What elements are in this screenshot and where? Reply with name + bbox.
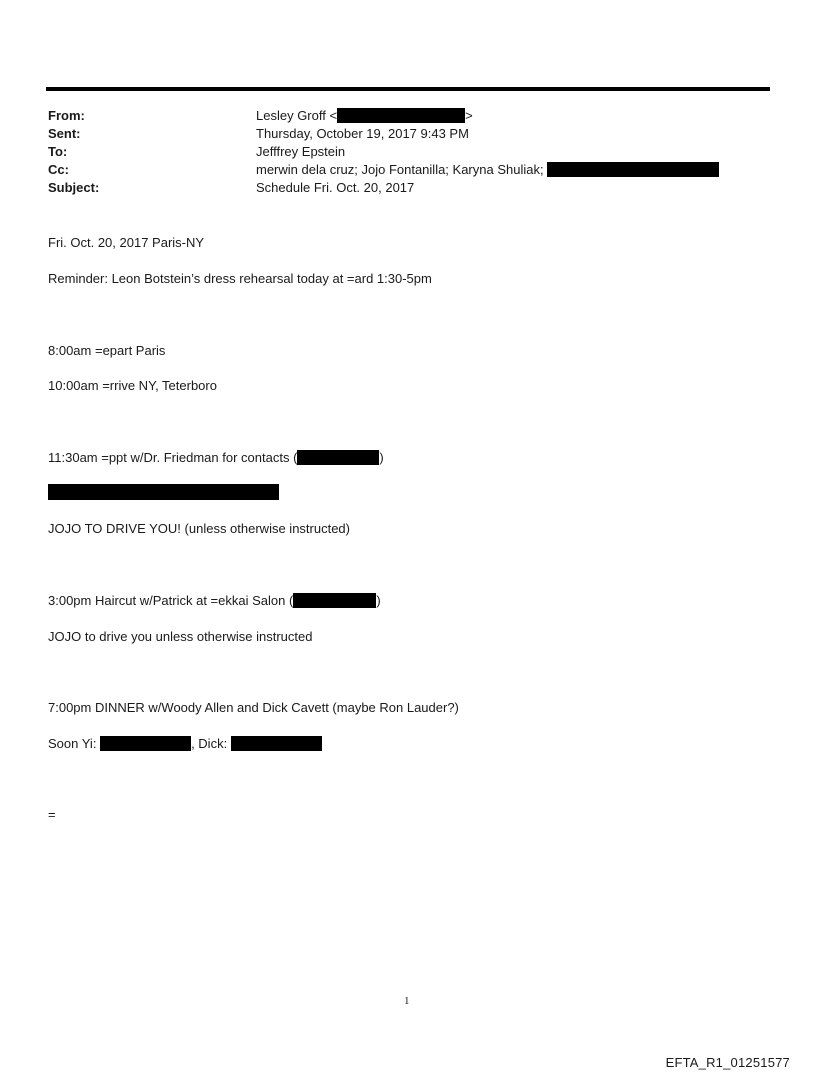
haircut-text: 3:00pm Haircut w/Patrick at =ekkai Salon ( [48, 593, 294, 608]
from-close-bracket: > [465, 108, 473, 123]
header-rule [46, 87, 770, 91]
soon-yi-label: Soon Yi: [48, 736, 97, 751]
reminder-line: Reminder: Leon Botstein’s dress rehearsal today at =ard 1:30-5pm [48, 271, 432, 286]
bates-number: EFTA_R1_01251577 [665, 1055, 790, 1070]
date-line: Fri. Oct. 20, 2017 Paris-NY [48, 235, 205, 250]
to-label: To: [48, 144, 68, 159]
from-open-bracket: < [329, 108, 338, 123]
appointment-close: ) [379, 450, 384, 465]
subject-value: Schedule Fri. Oct. 20, 2017 [256, 180, 415, 195]
redaction-block [48, 484, 279, 500]
redaction-appointment [297, 450, 379, 465]
jojo-drive-caps-line: JOJO TO DRIVE YOU! (unless otherwise instructed) [48, 521, 350, 536]
haircut-close: ) [376, 593, 381, 608]
cc-value-wrap [256, 161, 719, 179]
subject-label: Subject: [48, 180, 100, 195]
contacts-line [48, 735, 322, 753]
redacted-line [48, 484, 279, 502]
appointment-text: 11:30am =ppt w/Dr. Friedman for contacts ( [48, 450, 298, 465]
from-name: Lesley Groff [256, 108, 326, 123]
cc-label: Cc: [48, 162, 69, 177]
redaction-dick [231, 736, 322, 751]
cc-value: merwin dela cruz; Jojo Fontanilla; Karyna Shuliak; [256, 162, 544, 177]
appointment-line [48, 449, 384, 467]
to-value: Jefffrey Epstein [256, 144, 346, 159]
arrive-line: 10:00am =rrive NY, Teterboro [48, 378, 217, 393]
from-label: From: [48, 108, 85, 123]
haircut-line [48, 592, 381, 610]
depart-line: 8:00am =epart Paris [48, 343, 166, 358]
jojo-drive-line: JOJO to drive you unless otherwise instructed [48, 629, 313, 644]
page-number: 1 [404, 995, 410, 1007]
sent-value: Thursday, October 19, 2017 9:43 PM [256, 126, 469, 141]
redaction-soon-yi [100, 736, 191, 751]
equals-line: = [48, 807, 56, 822]
redaction-cc [547, 162, 719, 177]
from-value [256, 107, 473, 125]
dinner-line: 7:00pm DINNER w/Woody Allen and Dick Cavett (maybe Ron Lauder?) [48, 700, 459, 715]
sent-label: Sent: [48, 126, 81, 141]
redaction-from-email [337, 108, 465, 123]
redaction-haircut [293, 593, 376, 608]
dick-label: , Dick: [191, 736, 228, 751]
